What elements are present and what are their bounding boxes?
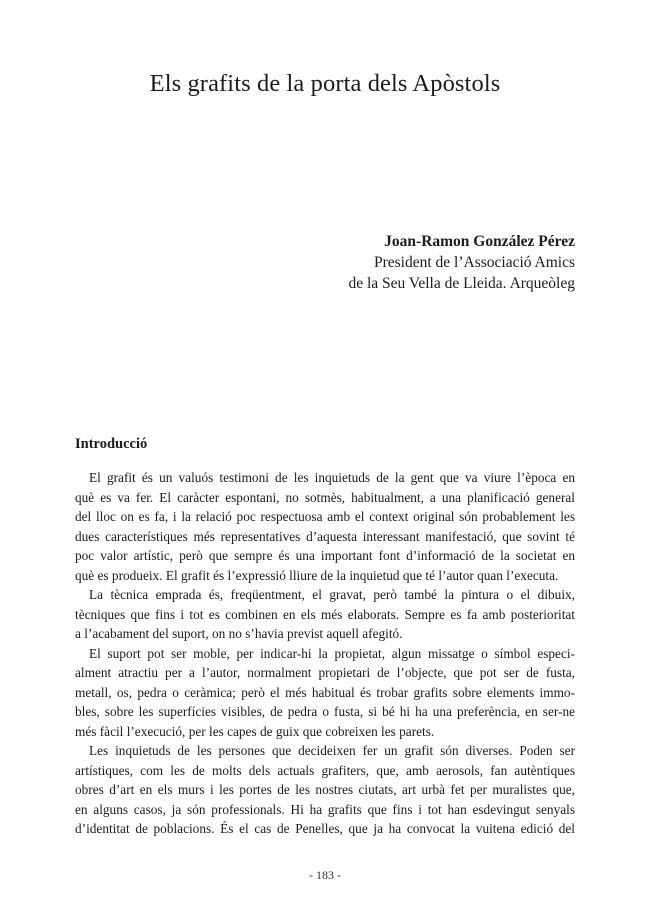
text-line: del lloc on es fa, i la relació poc respectuosa amb el context original són probablement les (75, 509, 575, 524)
page-number: - 183 - (309, 868, 341, 882)
author-affiliation-line-2: de la Seu Vella de Lleida. Arqueòleg (348, 275, 575, 292)
page-title: Els grafits de la porta dels Apòstols (149, 70, 501, 97)
text-line: alment atractiu per a l’autor, normalment propietari de l’objecte, que pot ser de fusta, (75, 665, 575, 680)
text-line: metall, os, pedra o ceràmica; però el més habitual és trobar grafits sobre elements immo- (75, 684, 575, 700)
body-paragraph (75, 741, 575, 839)
body-paragraph (75, 644, 575, 742)
text-line: d’identitat de poblacions. És el cas de Penelles, que ja ha convocat la vuitena edició del (75, 821, 575, 836)
author-affiliation-line-1: President de l’Associació Amics (373, 254, 575, 271)
text-line: a l’acabament del suport, on no s’havia previst aquell afegitó. (75, 626, 403, 641)
text-line: El suport pot ser moble, per indicar-hi la propietat, algun missatge o símbol especi- (89, 645, 575, 661)
author-name: Joan-Ramon González Pérez (384, 233, 575, 250)
text-line: poc valor artístic, però que sempre és una important font d’informació de la societat en (75, 548, 575, 563)
text-line: què es va fer. El caràcter espontani, no sotmès, habitualment, a una planificació general (75, 489, 575, 505)
text-line: obres d’art en els murs i les portes de les nostres ciutats, art urbà fet per muralistes que, (75, 782, 575, 797)
text-line: bles, sobre les superfícies visibles, de pedra o fusta, si bé hi ha una preferència, en ser-ne (75, 704, 575, 719)
body-paragraph (75, 468, 575, 585)
text-line: en alguns casos, ja són professionals. Hi ha grafits que fins i tot han esdevingut senyals (75, 801, 575, 817)
body-paragraph (75, 585, 575, 644)
text-line: La tècnica emprada és, freqüentment, el gravat, però també la pintura o el dibuix, (89, 587, 575, 602)
text-line: tècniques que fins i tot es combinen en els més elaborats. Sempre es fa amb posterioritat (75, 606, 575, 622)
text-line: El grafit és un valuós testimoni de les inquietuds de la gent que va viure l’època en (89, 470, 575, 485)
text-line: Les inquietuds de les persones que decideixen fer un grafit són diverses. Poden ser (89, 743, 575, 758)
text-line: què es produeix. El grafit és l’expressió lliure de la inquietud que té l’autor quan l’executa. (75, 567, 559, 583)
text-line: més fàcil l’execució, per les capes de guix que cobreixen les parets. (75, 723, 435, 739)
section-heading: Introducció (75, 436, 148, 452)
author-block (348, 231, 575, 294)
text-line: artístiques, com les de molts dels actuals grafiters, que, amb aerosols, fan autèntiques (75, 762, 575, 778)
text-line: dues característiques més representatives d’aquesta interessant manifestació, que sovint té (75, 528, 575, 544)
body-text (75, 468, 575, 839)
